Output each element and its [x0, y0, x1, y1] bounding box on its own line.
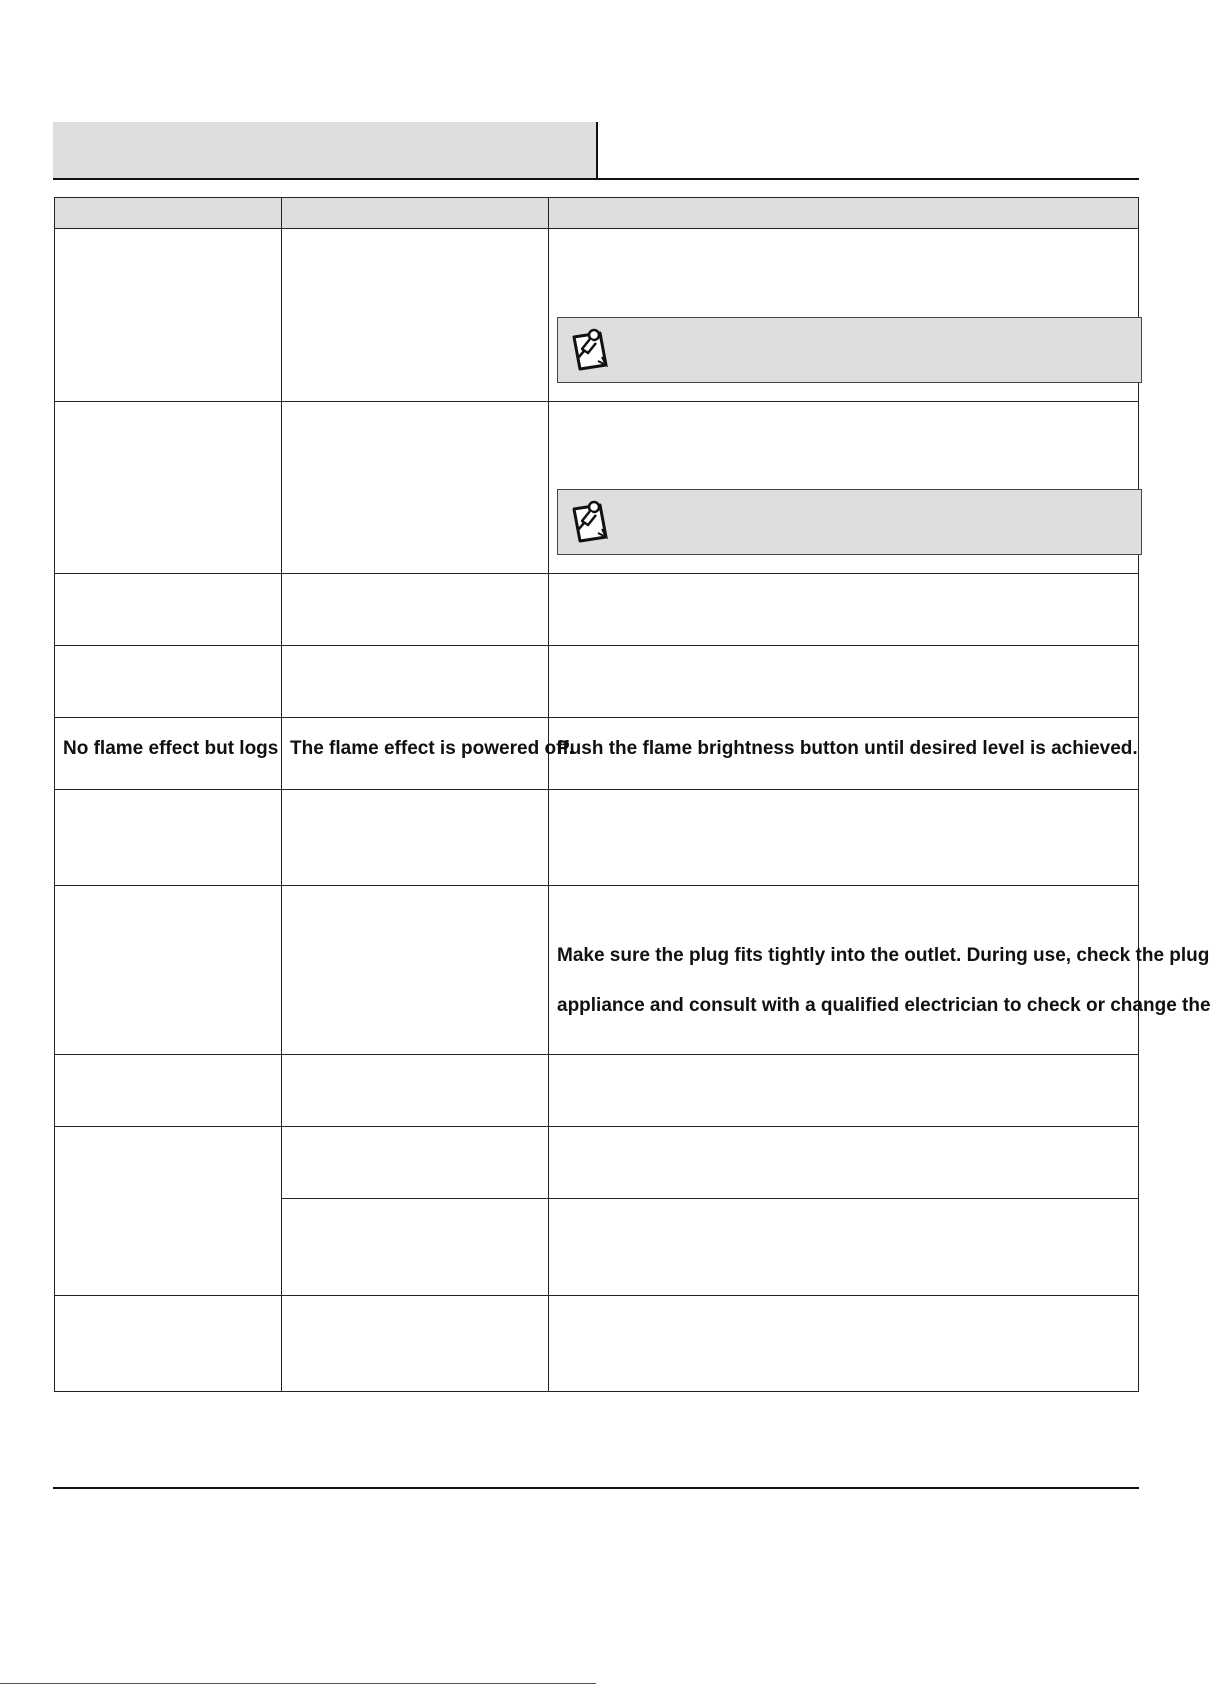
note-box — [557, 317, 1142, 383]
solution-cell — [549, 1296, 1139, 1392]
note-box — [557, 489, 1142, 555]
cause-cell: The flame effect is powered off. — [282, 718, 549, 790]
table-row — [55, 790, 1139, 886]
note-pin-icon — [570, 327, 614, 373]
section-header-divider — [596, 122, 598, 179]
section-header-rule — [53, 178, 1139, 180]
table-row — [55, 646, 1139, 718]
solution-cell: Push the flame brightness button until desired level is achieved. — [549, 718, 1139, 790]
solution-cell — [549, 1199, 1139, 1296]
footer-rule — [53, 1487, 1139, 1489]
cause-cell — [282, 1055, 549, 1127]
problem-cell — [55, 646, 282, 718]
solution-cell — [549, 574, 1139, 646]
solution-cell — [549, 886, 1211, 1055]
table-row — [55, 1055, 1139, 1127]
column-header-solution — [549, 198, 1139, 229]
table-row — [55, 574, 1139, 646]
table-row — [55, 718, 1139, 790]
solution-line: appliance and consult with a qualified electrician to check or change the — [557, 995, 1211, 1016]
problem-cell — [55, 229, 282, 402]
cause-cell — [282, 1199, 549, 1296]
problem-cell — [55, 1296, 282, 1392]
page-bottom-rule — [0, 1683, 596, 1684]
solution-cell — [549, 1055, 1139, 1127]
cause-cell — [282, 886, 549, 1055]
cause-cell — [282, 1127, 549, 1199]
troubleshooting-table — [54, 197, 1211, 1392]
cause-cell — [282, 790, 549, 886]
column-header-problem — [55, 198, 282, 229]
table-row — [55, 229, 1139, 402]
cause-cell — [282, 402, 549, 574]
solution-cell — [549, 402, 1139, 574]
table-row — [55, 1127, 1139, 1199]
problem-cell — [55, 790, 282, 886]
problem-cell: No flame effect but logs — [55, 718, 282, 790]
solution-cell — [549, 646, 1139, 718]
cause-cell — [282, 574, 549, 646]
problem-cell — [55, 1055, 282, 1127]
solution-line: Make sure the plug fits tightly into the outlet. During use, check the plug — [557, 945, 1210, 966]
solution-cell — [549, 1127, 1139, 1199]
cause-cell — [282, 646, 549, 718]
note-pin-icon — [570, 499, 614, 545]
table-header-row — [55, 198, 1139, 229]
table-row — [55, 402, 1139, 574]
problem-cell — [55, 574, 282, 646]
solution-cell — [549, 790, 1139, 886]
section-header-bar — [53, 122, 597, 179]
table-row — [55, 886, 1139, 1055]
table-row — [55, 1296, 1139, 1392]
cause-cell — [282, 1296, 549, 1392]
solution-cell — [549, 229, 1139, 402]
cause-cell — [282, 229, 549, 402]
problem-cell — [55, 886, 282, 1055]
column-header-cause — [282, 198, 549, 229]
problem-cell — [55, 402, 282, 574]
problem-cell — [55, 1127, 282, 1296]
